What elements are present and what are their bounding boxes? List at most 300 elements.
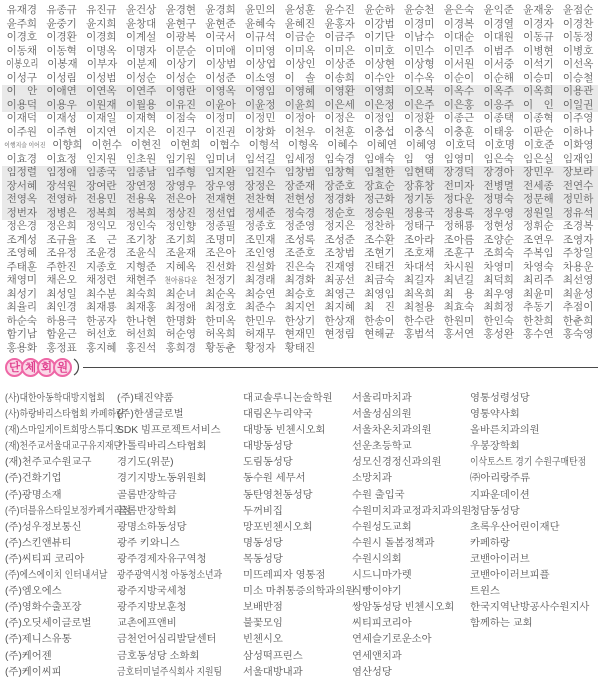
member-name: 최지혜 bbox=[324, 301, 355, 313]
member-name: 조준호 bbox=[284, 247, 316, 259]
member-name: 한인숙 bbox=[483, 314, 514, 327]
member-name: 차용운 bbox=[562, 260, 594, 273]
member-name: 이애연 bbox=[46, 85, 77, 97]
badge-circle-char: 체 bbox=[21, 358, 40, 377]
member-name: 황정자 bbox=[245, 341, 276, 354]
member-name: 임기원 bbox=[165, 152, 196, 165]
member-name: 홍지혜 bbox=[86, 341, 117, 354]
org-name: 시드니마가렛 bbox=[352, 570, 412, 582]
member-name: 임영미 bbox=[443, 152, 475, 165]
member-name: 함기남 bbox=[6, 328, 38, 340]
member-name: 조은아 bbox=[205, 247, 236, 259]
member-name: 이명옥 bbox=[86, 44, 117, 57]
member-name: 조연우 bbox=[523, 233, 554, 246]
member-name: 이영희 bbox=[364, 85, 395, 97]
org-name: 대방동 빈첸시오회 bbox=[243, 425, 326, 437]
member-name: 유진규 bbox=[86, 4, 117, 16]
member-name: 전병멸 bbox=[483, 179, 514, 192]
member-name: 이순해 bbox=[483, 71, 514, 84]
org-name: 금호동성당 소화회 bbox=[117, 650, 200, 662]
member-name: 윤점순 bbox=[562, 4, 594, 16]
member-row bbox=[2, 274, 598, 288]
member-name: 이응주 bbox=[483, 98, 514, 111]
member-name: 정병은 bbox=[46, 206, 77, 219]
member-name: 이유진 bbox=[165, 98, 196, 111]
member-name: 차시원 bbox=[443, 260, 475, 273]
member-name: 이정환 bbox=[403, 112, 435, 124]
org-name: 동수원 세무서 bbox=[243, 473, 306, 485]
org-name: (재)천주교수원교구 bbox=[5, 457, 92, 469]
member-name: 이 솔 bbox=[284, 71, 316, 84]
member-name: 홍용화 bbox=[6, 341, 38, 354]
member-name: 최준수 bbox=[245, 301, 276, 313]
member-name: 채은오 bbox=[46, 274, 77, 286]
member-name: 하용극 bbox=[46, 314, 77, 327]
org-name: 대교솔루니논술학원 bbox=[243, 393, 333, 404]
member-name: 정종호 bbox=[245, 220, 276, 232]
member-name: 한공자 bbox=[86, 314, 117, 327]
member-name: 이판순 bbox=[523, 125, 554, 138]
member-name: 이금순 bbox=[284, 31, 316, 43]
org-name: 염산성당 bbox=[352, 666, 392, 678]
org-name: 쌍암동성당 빈첸시오회 bbox=[352, 602, 455, 614]
member-name: 정복희 bbox=[125, 206, 157, 219]
org-column bbox=[243, 391, 356, 681]
member-row bbox=[2, 180, 598, 194]
org-name: 성모신경정신과의원 bbox=[352, 457, 442, 469]
member-name: 이용덕 bbox=[6, 98, 38, 111]
member-name: 윤승천 bbox=[403, 4, 435, 16]
member-name: 전용욱 bbox=[125, 193, 157, 205]
member-name: 정경화 bbox=[324, 193, 355, 205]
org-name: 미소 마취통증의학과의원 bbox=[243, 586, 356, 598]
member-name: 황동춘 bbox=[205, 341, 236, 354]
member-name: 최윤성 bbox=[562, 287, 594, 300]
member-name: 이혜수 bbox=[327, 139, 358, 151]
org-name: (주)에스에이치 인터내셔날 bbox=[5, 570, 108, 582]
member-name: 장서혜 bbox=[6, 179, 38, 192]
member-name: 전영하 bbox=[46, 193, 77, 205]
member-name: 임은숙 bbox=[483, 152, 514, 165]
org-name: 수원성도교회 bbox=[352, 521, 412, 533]
member-name: 장우영 bbox=[205, 179, 236, 192]
member-name: 이강범 bbox=[364, 17, 395, 30]
member-name: 이옥희 bbox=[523, 85, 554, 97]
member-name: 이태웅 bbox=[483, 125, 514, 138]
member-name: 장준호 bbox=[324, 179, 355, 192]
org-name: 골롬반장학회 bbox=[117, 505, 177, 517]
member-name: 조윤경 bbox=[86, 247, 117, 259]
member-name: 윤민의 bbox=[245, 4, 276, 16]
member-row bbox=[2, 166, 598, 180]
member-name: 전세종 bbox=[523, 179, 554, 192]
member-name: 허옥희 bbox=[205, 328, 236, 340]
member-name: 정번자 bbox=[6, 206, 38, 219]
member-name: 이효경 bbox=[6, 152, 38, 165]
org-name: 초록우산어린이재단 bbox=[470, 521, 560, 533]
member-name: 조경복 bbox=[562, 220, 594, 232]
member-name: 이병현 bbox=[523, 44, 554, 57]
member-name: 이경호 bbox=[6, 31, 38, 43]
member-name: 임주형 bbox=[165, 166, 196, 178]
org-name: 서울대방내과 bbox=[243, 666, 303, 678]
org-name: 빈첸시오 bbox=[243, 634, 283, 646]
member-name: 이은정 bbox=[364, 98, 395, 111]
member-row bbox=[2, 207, 598, 221]
member-name: 정우영 bbox=[483, 206, 514, 219]
member-name: 최덕희 bbox=[483, 274, 514, 286]
member-name: 이재성 bbox=[46, 112, 77, 124]
member-name: 정익모 bbox=[86, 220, 117, 232]
member-name: 이영환 bbox=[324, 85, 355, 97]
member-name: 최숙희 bbox=[125, 287, 157, 300]
member-name: 조양순 bbox=[483, 233, 514, 246]
member-name: 이경자 bbox=[523, 17, 554, 30]
member-name: 이남수 bbox=[403, 31, 435, 43]
member-name: 이연옥 bbox=[86, 85, 117, 97]
member-name: 이정민 bbox=[245, 112, 276, 124]
org-name: 광주광역시청 아동청소년과 bbox=[117, 570, 223, 582]
member-name: 이천우 bbox=[284, 125, 316, 138]
member-name: 이윤희 bbox=[284, 98, 316, 111]
member-row bbox=[2, 99, 598, 113]
member-name: 이수옥 bbox=[403, 71, 435, 84]
member-name: 현해균 bbox=[364, 328, 395, 340]
member-name: 이협수 bbox=[209, 139, 240, 151]
member-name: 이진구 bbox=[165, 125, 196, 138]
member-name: 조규율 bbox=[46, 233, 77, 246]
member-name: 현재민 bbox=[284, 328, 316, 340]
member-name: 이형석 bbox=[248, 139, 280, 151]
member-name: 유종규 bbox=[46, 4, 77, 16]
org-name: 목동성당 bbox=[243, 553, 283, 565]
member-name: 임창범 bbox=[284, 166, 316, 178]
member-row bbox=[2, 18, 598, 32]
member-name: 한춘희 bbox=[562, 314, 594, 327]
member-name: 이상형 bbox=[404, 58, 435, 70]
member-name: 정선엽 bbox=[205, 206, 236, 219]
member-name: 한나현 bbox=[125, 314, 157, 327]
member-name: 최공선 bbox=[324, 274, 355, 286]
member-name: 임철한 bbox=[364, 166, 395, 178]
member-name: 이정은 bbox=[324, 112, 355, 124]
org-name: 카페하랑 bbox=[470, 537, 510, 549]
org-name: 코밴아이러브피플 bbox=[470, 570, 550, 582]
member-name: 이동혁 bbox=[46, 44, 77, 57]
org-name: (주)오딧세이글로벌 bbox=[5, 618, 92, 630]
member-name: 장휴창 bbox=[403, 179, 435, 192]
member-name: 임은실 bbox=[523, 152, 554, 165]
member-name: 진설화 bbox=[245, 260, 276, 273]
org-name: 광주지방보훈청 bbox=[117, 602, 187, 614]
member-name: 윤은숙 bbox=[443, 4, 475, 16]
org-name: 두꺼비집 bbox=[243, 505, 283, 517]
member-name: 이미애 bbox=[205, 44, 236, 57]
member-name: 진선화 bbox=[205, 260, 236, 273]
org-name: 수원시의회 bbox=[352, 553, 402, 565]
member-name: 윤주희 bbox=[6, 17, 38, 30]
member-name: 이영임 bbox=[245, 85, 276, 97]
member-name: 이봉오리 bbox=[6, 58, 39, 70]
member-name: 조기희 bbox=[165, 233, 196, 246]
org-name: (주)건화기업 bbox=[5, 473, 62, 485]
member-name: 채현주 bbox=[125, 274, 157, 286]
org-column bbox=[352, 391, 470, 681]
member-name: 최영임 bbox=[364, 287, 395, 300]
member-name: 정현성 bbox=[483, 220, 514, 232]
org-name: 미뜨레피자 영통점 bbox=[243, 570, 326, 582]
member-name: 윤현구 bbox=[165, 17, 196, 30]
member-name: 이순이 bbox=[443, 71, 475, 84]
member-name: 최재룡 bbox=[86, 301, 117, 313]
member-name: 이정미 bbox=[205, 112, 236, 124]
member-name: 이성림 bbox=[46, 71, 77, 84]
member-name: 조명미 bbox=[205, 233, 236, 246]
member-name: 전은아 bbox=[165, 193, 196, 205]
member-name: 임종국 bbox=[86, 166, 117, 178]
member-name: 조아름 bbox=[443, 233, 475, 246]
member-name: 한송이 bbox=[364, 314, 395, 327]
member-name: 최승호 bbox=[284, 287, 316, 300]
member-name: 진재영 bbox=[324, 260, 355, 273]
org-name: 식빵이야기 bbox=[352, 586, 402, 598]
member-name: 한원미 bbox=[443, 314, 475, 327]
member-name: 조기창 bbox=[125, 233, 157, 246]
member-name: 윤홍자 bbox=[324, 17, 355, 30]
member-row bbox=[2, 247, 598, 261]
member-name: 정인향 bbox=[165, 220, 196, 232]
member-name: 장여란 bbox=[86, 179, 117, 192]
member-name: 임종남 bbox=[125, 166, 157, 178]
org-name: 연세슬기로운소아 bbox=[352, 634, 432, 646]
member-name: 정은희 bbox=[46, 220, 77, 232]
member-name: 이계설 bbox=[125, 31, 157, 43]
member-name: 이지은 bbox=[125, 125, 157, 138]
member-name: 추동기 bbox=[523, 301, 554, 313]
member-name: 이금주 bbox=[324, 31, 355, 43]
member-name: 이주현 bbox=[46, 125, 77, 138]
member-name: 이현진 bbox=[130, 139, 162, 151]
member-name: 전현성 bbox=[284, 193, 316, 205]
member-name: 정인숙 bbox=[125, 220, 157, 232]
member-name: 최순녀 bbox=[165, 287, 196, 300]
member-name: 이정임 bbox=[364, 112, 395, 124]
member-name: 윤익준 bbox=[483, 4, 514, 16]
org-name: 삼성떡프린스 bbox=[243, 650, 303, 662]
member-name: 정근화 bbox=[364, 193, 395, 205]
org-name: 동탄영천동성당 bbox=[243, 489, 313, 501]
member-name: 정종필 bbox=[205, 220, 236, 232]
member-name: 정다운 bbox=[443, 193, 475, 205]
member-row bbox=[2, 315, 598, 329]
org-name: 수원미치과교정과치과의원 bbox=[352, 505, 472, 517]
org-name: 올바른치과의원 bbox=[470, 425, 540, 437]
member-name: 정복희 bbox=[86, 206, 117, 219]
member-name: 임숙경 bbox=[324, 152, 355, 165]
member-name: 윤중기 bbox=[46, 17, 77, 30]
member-name: 이성순 bbox=[125, 71, 157, 84]
org-name: SDK 빔프로젝트서비스 bbox=[117, 425, 221, 437]
member-name: 정숙경 bbox=[284, 206, 316, 219]
org-name: (주)태진약품 bbox=[117, 393, 174, 404]
member-name: 장보라 bbox=[562, 166, 594, 178]
member-name: 임세정 bbox=[284, 152, 316, 165]
member-name: 이일권 bbox=[562, 98, 594, 111]
member-name: 한수란 bbox=[403, 314, 435, 327]
member-name: 이효정 bbox=[46, 152, 77, 165]
org-name: (사)대한아동학대방지협회 bbox=[5, 393, 106, 404]
member-name: 정기동 bbox=[403, 193, 435, 205]
member-name: 장민우 bbox=[523, 166, 554, 178]
member-name: 이윤아 bbox=[205, 98, 236, 111]
member-name: 지종호 bbox=[86, 260, 117, 273]
org-name: 광명소하동성당 bbox=[117, 521, 187, 533]
org-name: (사)하랑바리스타협회 카페하랑 bbox=[5, 409, 125, 421]
member-name: 이봉재 bbox=[47, 58, 78, 70]
org-name: 광주경제자유구역청 bbox=[117, 553, 207, 565]
member-name: 이동채 bbox=[6, 44, 38, 57]
member-name: 윤경현 bbox=[165, 4, 196, 16]
org-name: 망포빈첸시오회 bbox=[243, 521, 313, 533]
member-name: 이화영 bbox=[563, 139, 594, 151]
org-name: 코밴아이러브 bbox=[470, 553, 530, 565]
member-name: 전연수 bbox=[562, 179, 594, 192]
member-name: 조인영 bbox=[245, 247, 276, 259]
member-name: 이기단 bbox=[364, 31, 395, 43]
member-name: 이하나 bbox=[562, 125, 594, 138]
member-name: 이대순 bbox=[443, 31, 475, 43]
member-row bbox=[2, 112, 598, 126]
member-name: 정원일 bbox=[523, 206, 554, 219]
member-name: 최영근 bbox=[324, 287, 355, 300]
member-name: 이종근 bbox=[443, 112, 475, 124]
member-name: 이경복 bbox=[443, 17, 475, 30]
member-name: 최철용 bbox=[403, 301, 435, 313]
member-name: 정세준 bbox=[245, 206, 276, 219]
member-name: 조윤식 bbox=[125, 247, 157, 259]
member-row bbox=[2, 261, 598, 275]
member-name: 최성기 bbox=[6, 287, 38, 300]
member-name: 최선영 bbox=[562, 274, 594, 286]
member-row bbox=[2, 301, 598, 315]
member-name: 이충식 bbox=[403, 125, 435, 138]
member-name: 임석길 bbox=[245, 152, 276, 165]
member-name: 임창혁 bbox=[324, 166, 355, 178]
member-name: 정민하 bbox=[562, 193, 594, 205]
org-name: (재)스마일게이트희망스튜디오 bbox=[5, 425, 123, 437]
member-name: 홍성완 bbox=[483, 328, 514, 340]
org-name: 서울리마치과 bbox=[352, 393, 412, 404]
member-name: 이재혁 bbox=[125, 112, 157, 124]
member-name: 조 근 bbox=[85, 233, 117, 246]
member-name: 전용민 bbox=[86, 193, 117, 205]
member-name: 이수안 bbox=[364, 71, 395, 84]
org-name: 청담동성당 bbox=[470, 505, 520, 517]
member-name: 이미옥 bbox=[284, 44, 316, 57]
member-name: 이소영 bbox=[245, 71, 276, 84]
member-row bbox=[2, 288, 598, 302]
member-name: 장준재 bbox=[284, 179, 316, 192]
member-name: 이분제 bbox=[126, 58, 157, 70]
member-name: 이용우 bbox=[46, 98, 77, 111]
member-name: 최우영 bbox=[483, 287, 514, 300]
member-row bbox=[2, 139, 598, 153]
member-name: 허재무 bbox=[245, 328, 276, 340]
org-name: 금호터미널주식회사 지원팀 bbox=[117, 666, 223, 678]
member-name: 이경희 bbox=[86, 31, 117, 43]
member-name: 정문해 bbox=[523, 193, 554, 205]
org-name: 함께하는 교회 bbox=[470, 618, 533, 630]
org-name: (주)케어젠 bbox=[5, 650, 52, 662]
member-name: 인지원 bbox=[86, 152, 117, 165]
member-name: 최수분 bbox=[86, 287, 117, 300]
org-name: (주)성우정보통신 bbox=[5, 521, 82, 533]
member-name: 임 영 bbox=[403, 152, 435, 165]
member-name: 최길자 bbox=[403, 274, 435, 286]
member-name: 이국서 bbox=[205, 31, 236, 43]
member-name: 장효순 bbox=[364, 179, 395, 192]
member-row bbox=[2, 220, 598, 234]
member-name: 천아름다운 bbox=[164, 276, 198, 285]
member-name: 장석원 bbox=[46, 179, 77, 192]
member-row bbox=[2, 193, 598, 207]
member-name: 차영미 bbox=[483, 260, 514, 273]
member-name: 이재덕 bbox=[6, 112, 38, 124]
badge-circle-char: 단 bbox=[5, 358, 24, 377]
member-name: 임지완 bbox=[205, 166, 236, 178]
member-name: 이승미 bbox=[523, 71, 554, 84]
org-column bbox=[470, 391, 598, 681]
org-name: 경기지방노동위원회 bbox=[117, 473, 207, 485]
member-name: 이승철 bbox=[562, 71, 594, 84]
member-name: 이창화 bbox=[245, 125, 276, 138]
badge-circle-char: 원 bbox=[53, 358, 72, 377]
org-name: (주)케이씨피 bbox=[5, 666, 62, 678]
member-name: 이주원 bbox=[6, 125, 38, 138]
member-name: 임정렬 bbox=[6, 166, 38, 178]
org-name: 광주지방국세청 bbox=[117, 586, 187, 598]
member-name: 이경찬 bbox=[562, 17, 594, 30]
org-name: 도림동성당 bbox=[243, 457, 293, 469]
member-name: 최인경 bbox=[46, 301, 77, 313]
member-name: 윤혜진 bbox=[284, 17, 316, 30]
member-name: 유재경 bbox=[6, 4, 38, 16]
member-name: 허순영 bbox=[165, 328, 196, 340]
member-name: 윤수진 bbox=[324, 4, 355, 16]
member-name: 정찬하 bbox=[364, 220, 395, 232]
member-name: 윤건상 bbox=[125, 4, 157, 16]
member-name: 최경화 bbox=[284, 274, 316, 286]
member-name: 한상재 bbox=[324, 314, 355, 327]
member-name: 이송희 bbox=[324, 71, 355, 84]
member-name: 허선희 bbox=[125, 328, 157, 340]
member-name: 홍서연 bbox=[443, 328, 475, 340]
org-name: 골롬반장학금 bbox=[117, 489, 177, 501]
org-name: 경기도(위문) bbox=[117, 457, 174, 469]
member-name: 이상인 bbox=[285, 58, 316, 70]
member-name: 윤성훈 bbox=[284, 4, 316, 16]
member-name: 윤현준 bbox=[205, 17, 236, 30]
org-name: 광주 키와니스 bbox=[117, 537, 180, 549]
member-name: 주태훈 bbox=[6, 260, 38, 273]
member-name: 이은세 bbox=[324, 98, 355, 111]
member-name: 장경아 bbox=[483, 166, 514, 178]
member-name: 전미자 bbox=[443, 179, 475, 192]
member-name: 홍수연 bbox=[523, 328, 554, 340]
member-name: 이혜영 bbox=[405, 139, 437, 151]
member-name: 최년길 bbox=[443, 274, 475, 286]
member-name: 조유정 bbox=[46, 247, 77, 259]
